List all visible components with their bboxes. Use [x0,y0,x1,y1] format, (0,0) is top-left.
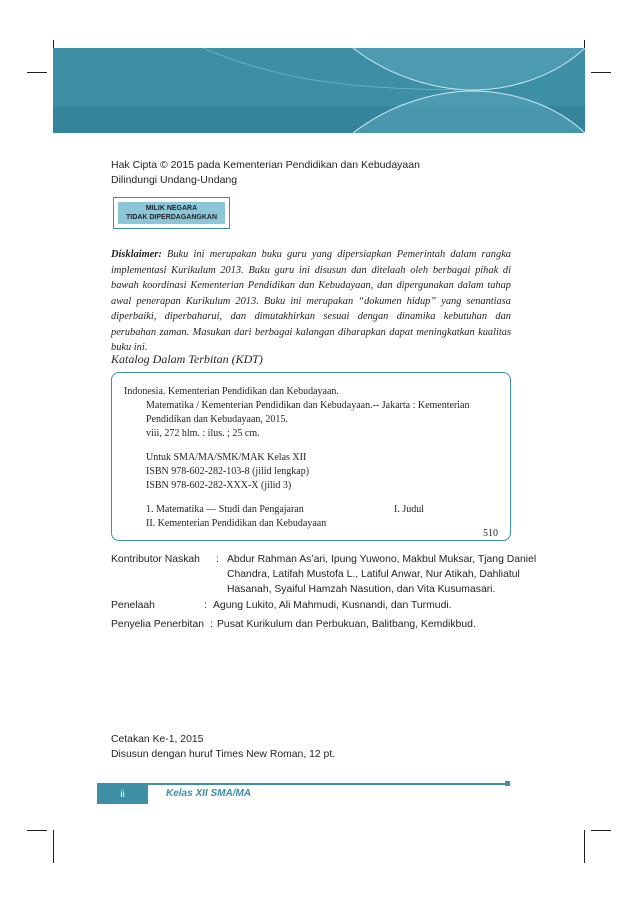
edition-line: Cetakan Ke-1, 2015 [111,734,204,745]
kdt-subject-title: I. Judul [394,504,424,515]
kdt-isbn-volume: ISBN 978-602-282-XXX-X (jilid 3) [146,480,292,491]
reviewers-label: Penelaah [111,600,155,611]
contributors-line-3: Hasanah, Syaiful Hamzah Nasution, dan Vita Kusumasari. [227,584,496,595]
crop-mark [591,72,611,73]
font-note-line: Disusun dengan huruf Times New Roman, 12 pt. [111,749,336,760]
kdt-author: Indonesia. Kementerian Pendidikan dan Kebudayaan. [124,386,339,397]
reviewers-separator: : [204,600,207,611]
stamp-line-2: TIDAK DIPERDAGANGKAN [126,214,217,221]
protection-line: Dilindungi Undang-Undang [111,174,238,186]
contributors-label: Kontributor Naskah [111,554,200,565]
crop-mark [584,830,585,863]
contributors-line-1: Abdur Rahman As’ari, Ipung Yuwono, Makbul Muksar, Tjang Daniel [227,554,537,565]
kdt-physical: viii, 272 hlm. : ilus. ; 25 cm. [146,428,260,439]
kdt-book-line-2: Pendidikan dan Kebudayaan, 2015. [146,414,288,425]
kdt-audience: Untuk SMA/MA/SMK/MAK Kelas XII [146,452,307,463]
publisher-value: Pusat Kurikulum dan Perbukuan, Balitbang, Kemdikbud. [217,619,476,630]
contributors-block [111,552,537,597]
publisher-block [111,617,511,632]
disclaimer-paragraph [111,247,511,356]
kdt-isbn-full: ISBN 978-602-282-103-8 (jilid lengkap) [146,466,310,477]
kdt-title: Katalog Dalam Terbitan (KDT) [111,352,263,366]
crop-mark [27,72,47,73]
copyright-block [111,158,420,188]
printing-block [111,732,335,762]
header-ornament-icon [53,48,585,133]
disclaimer-label: Disklaimer: [111,249,162,260]
footer-rule-end [505,781,510,786]
stamp-line-1: MILIK NEGARA [145,205,198,212]
disclaimer-text: Buku ini merupakan buku guru yang dipersiapkan Pemerintah dalam rangka implementasi Kurikulum 2013. Buku guru ini disusun dan ditelaah oleh berbagai pihak di bawah koordinasi Kementerian Pendidikan dan Kebudayaan, dan dipergunakan dalam tahap awal penerapan Kurikulum 2013. Buku ini merupakan “dokumen hidup” yang senantiasa diperbaiki, diperbaharui, dan dimutakhirkan sesuai dengan dinamika kebutuhan dan perubahan zaman. Masukan dari berbagai kalangan diharapkan dapat meningkatkan kualitas buku ini. [111,249,511,353]
crop-mark [53,830,54,863]
page-number-tab [97,784,148,804]
state-property-stamp [113,197,230,229]
footer-book-title: Kelas XII SMA/MA [166,788,252,799]
copyright-line: Hak Cipta © 2015 pada Kementerian Pendidikan dan Kebudayaan [111,159,420,171]
kdt-subject-2: II. Kementerian Pendidikan dan Kebudayaan [146,518,327,529]
crop-mark [27,830,47,831]
kdt-subject-1: 1. Matematika — Studi dan Pengajaran [146,504,304,515]
contributors-separator: : [216,554,219,565]
crop-mark [591,830,611,831]
page-number: ii [120,788,125,800]
reviewers-block [111,598,511,613]
publisher-separator: : [210,619,213,630]
publisher-label: Penyelia Penerbitan [111,619,205,630]
kdt-box [111,372,511,541]
kdt-book-line-1: Matematika / Kementerian Pendidikan dan Kebudayaan.-- Jakarta : Kementerian [146,400,470,411]
kdt-class-number: 510 [483,528,498,539]
contributors-line-2: Chandra, Latifah Mustofa L., Latiful Anwar, Nur Atikah, Dahliatul [227,569,520,580]
header-band [53,48,585,133]
footer-rule [97,783,509,785]
reviewers-value: Agung Lukito, Ali Mahmudi, Kusnandi, dan Turmudi. [213,600,452,611]
